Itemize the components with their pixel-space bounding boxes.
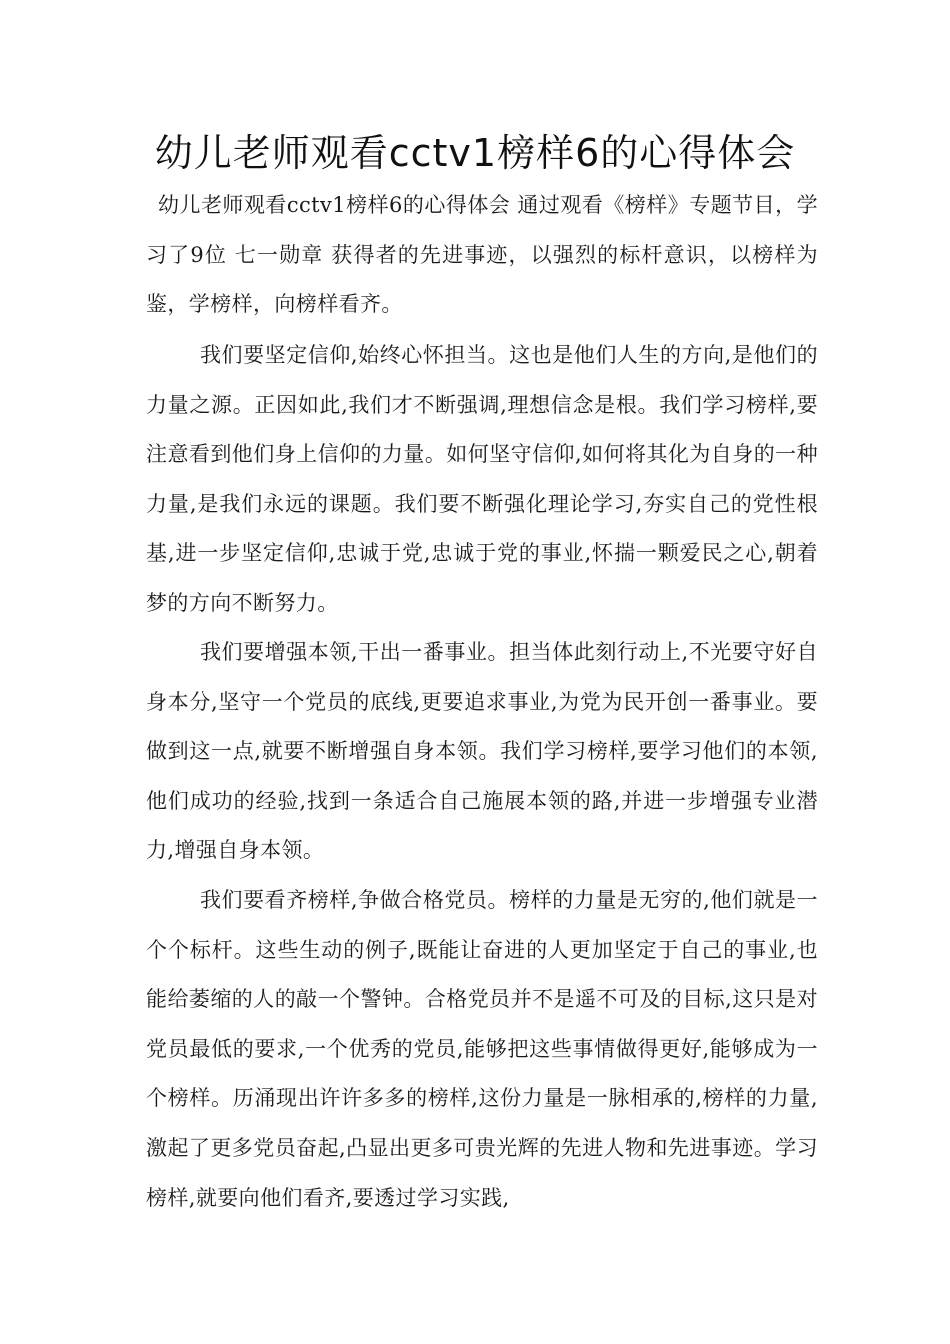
body-paragraph-3: 我们要看齐榜样,争做合格党员。榜样的力量是无穷的,他们就是一个个标杆。这些生动的例子,既能让奋进的人更加坚定于自己的事业,也能给萎缩的人的敲一个警钟。合格党员并不是遥不可及的目标,这只是对党员最低的要求,一个优秀的党员,能够把这些事情做得更好,能够成为一个榜样。历涌现出许许多多的榜样,这份力量是一脉相承的,榜样的力量,激起了更多党员奋起,凸显出更多可贵光辉的先进人物和先进事迹。学习榜样,就要向他们看齐,要透过学习实践, <box>146 888 818 1210</box>
document-title: 幼儿老师观看cctv1榜样6的心得体会 <box>154 131 796 175</box>
body-paragraph-1: 我们要坚定信仰,始终心怀担当。这也是他们人生的方向,是他们的力量之源。正因如此,我们才不断强调,理想信念是根。我们学习榜样,要注意看到他们身上信仰的力量。如何坚守信仰,如何将其化为自身的一种力量,是我们永远的课题。我们要不断强化理论学习,夯实自己的党性根基,进一步坚定信仰,忠诚于党,忠诚于党的事业,怀揣一颗爱民之心,朝着梦的方向不断努力。 <box>146 343 818 615</box>
body-paragraph-2: 我们要增强本领,干出一番事业。担当体此刻行动上,不光要守好自身本分,坚守一个党员的底线,更要追求事业,为党为民开创一番事业。要做到这一点,就要不断增强自身本领。我们学习榜样,要学习他们的本领,他们成功的经验,找到一条适合自己施展本领的路,并进一步增强专业潜力,增强自身本领。 <box>146 640 818 863</box>
intro-paragraph: 幼儿老师观看cctv1榜样6的心得体会 通过观看《榜样》专题节目，学习了9位 七一勋章 获得者的先进事迹，以强烈的标杆意识，以榜样为鉴，学榜样，向榜样看齐。 <box>146 193 818 317</box>
